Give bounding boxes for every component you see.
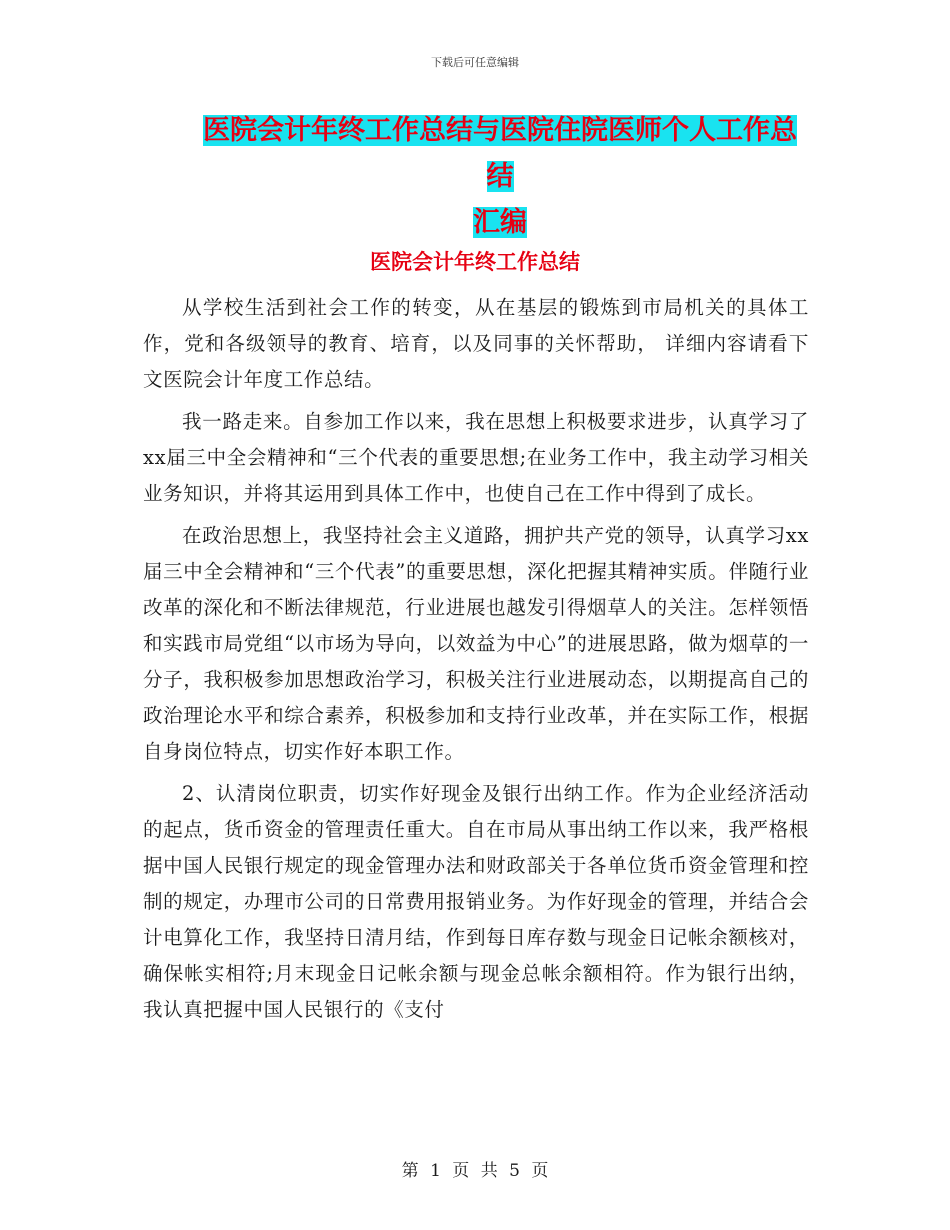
paragraph: 在政治思想上，我坚持社会主义道路，拥护共产党的领导，认真学习xx届三中全会精神和“三个代表”的重要思想，深化把握其精神实质。伴随行业改革的深化和不断法律规范，行业进展也越发引得烟草人的关注。怎样领悟和实践市局党组“以市场为导向，以效益为中心”的进展思路，做为烟草的一分子，我积极参加思想政治学习，积极关注行业进展动态，以期提高自己的政治理论水平和综合素养，积极参加和支持行业改革，并在实际工作，根据自身岗位特点，切实作好本职工作。 [143, 524, 809, 763]
body-text [143, 290, 809, 1034]
document-title-line2: 汇编 [473, 207, 527, 238]
paragraph: 我一路走来。自参加工作以来，我在思想上积极要求进步，认真学习了xx届三中全会精神和“三个代表的重要思想;在业务工作中，我主动学习相关业务知识，并将其运用到具体工作中，也使自己在工作中得到了成长。 [143, 410, 809, 505]
paragraph: 2、认清岗位职责，切实作好现金及银行出纳工作。作为企业经济活动的起点，货币资金的管理责任重大。自在市局从事出纳工作以来，我严格根据中国人民银行规定的现金管理办法和财政部关于各单位货币资金管理和控制的规定，办理市公司的日常费用报销业务。为作好现金的管理，并结合会计电算化工作，我坚持日清月结，作到每日库存数与现金日记帐余额核对，确保帐实相符;月末现金日记帐余额与现金总帐余额相符。作为银行出纳，我认真把握中国人民银行的《支付 [143, 782, 809, 1021]
paragraph: 从学校生活到社会工作的转变，从在基层的锻炼到市局机关的具体工作，党和各级领导的教育、培育，以及同事的关怀帮助， 详细内容请看下文医院会计年度工作总结。 [143, 296, 809, 391]
document-title-line1: 医院会计年终工作总结与医院住院医师个人工作总结 [203, 115, 797, 192]
document-title [190, 108, 810, 246]
header-note: 下载后可任意编辑 [431, 56, 519, 69]
section-title: 医院会计年终工作总结 [370, 249, 580, 274]
page-footer: 第 1 页 共 5 页 [401, 1161, 549, 1181]
